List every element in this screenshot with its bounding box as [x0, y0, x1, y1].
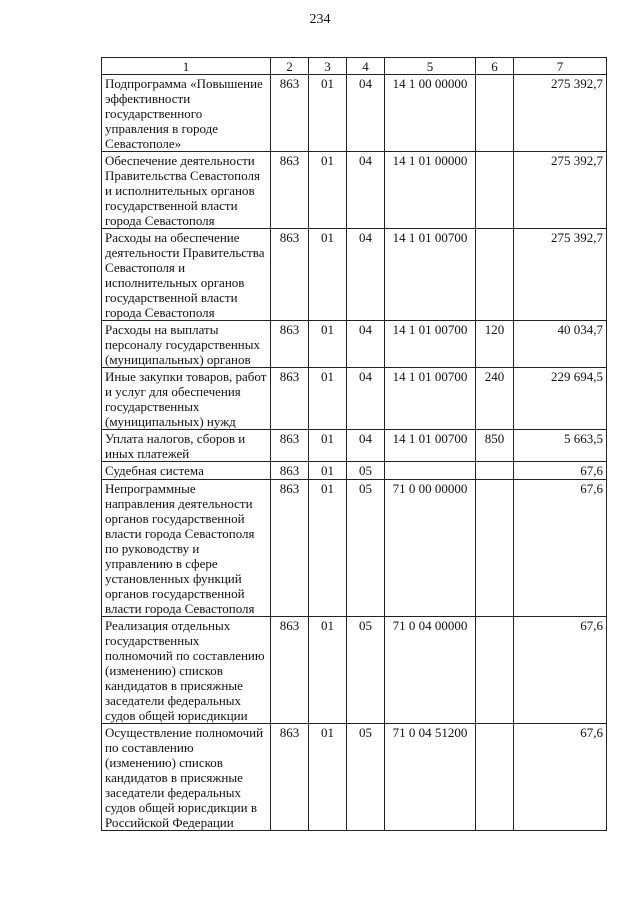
table-row — [102, 152, 607, 229]
table-row — [102, 368, 607, 430]
row-code-5: 71 0 04 00000 — [385, 617, 476, 724]
table-row — [102, 229, 607, 321]
budget-table — [101, 57, 607, 831]
row-code-3: 01 — [309, 75, 347, 152]
column-header: 3 — [309, 58, 347, 75]
row-code-5: 71 0 00 00000 — [385, 480, 476, 617]
column-header: 4 — [347, 58, 385, 75]
row-code-2: 863 — [271, 152, 309, 229]
table-row — [102, 430, 607, 462]
row-code-2: 863 — [271, 321, 309, 368]
row-code-4: 04 — [347, 321, 385, 368]
column-header: 2 — [271, 58, 309, 75]
column-header: 6 — [476, 58, 514, 75]
row-code-4: 04 — [347, 75, 385, 152]
row-code-6: 240 — [476, 368, 514, 430]
row-code-2: 863 — [271, 75, 309, 152]
row-code-2: 863 — [271, 480, 309, 617]
row-amount: 67,6 — [514, 462, 607, 480]
row-code-5: 14 1 01 00700 — [385, 321, 476, 368]
row-code-6 — [476, 229, 514, 321]
row-amount: 40 034,7 — [514, 321, 607, 368]
table-row — [102, 724, 607, 831]
column-header: 5 — [385, 58, 476, 75]
column-header: 1 — [102, 58, 271, 75]
row-name: Реализация отдельных государственных полномочий по составлению (изменению) списков кандидатов в присяжные заседатели федеральных судов общей юрисдикции — [102, 617, 271, 724]
row-code-2: 863 — [271, 229, 309, 321]
row-code-2: 863 — [271, 430, 309, 462]
row-code-2: 863 — [271, 617, 309, 724]
row-code-4: 04 — [347, 368, 385, 430]
row-code-3: 01 — [309, 430, 347, 462]
row-name: Расходы на обеспечение деятельности Правительства Севастополя и исполнительных органов государственной власти города Севастополя — [102, 229, 271, 321]
row-name: Осуществление полномочий по составлению (изменению) списков кандидатов в присяжные заседатели федеральных судов общей юрисдикции в Российской Федерации — [102, 724, 271, 831]
row-code-6 — [476, 617, 514, 724]
row-code-4: 05 — [347, 462, 385, 480]
row-code-5: 14 1 01 00700 — [385, 430, 476, 462]
row-code-4: 05 — [347, 617, 385, 724]
header-row — [102, 58, 607, 75]
row-amount: 67,6 — [514, 724, 607, 831]
row-amount: 5 663,5 — [514, 430, 607, 462]
row-code-3: 01 — [309, 724, 347, 831]
row-code-4: 05 — [347, 480, 385, 617]
row-code-5 — [385, 462, 476, 480]
table-row — [102, 462, 607, 480]
row-code-5: 71 0 04 51200 — [385, 724, 476, 831]
row-amount: 275 392,7 — [514, 229, 607, 321]
table-row — [102, 480, 607, 617]
row-code-3: 01 — [309, 368, 347, 430]
row-code-2: 863 — [271, 724, 309, 831]
row-code-3: 01 — [309, 480, 347, 617]
row-amount: 229 694,5 — [514, 368, 607, 430]
row-code-5: 14 1 00 00000 — [385, 75, 476, 152]
row-name: Уплата налогов, сборов и иных платежей — [102, 430, 271, 462]
row-code-5: 14 1 01 00700 — [385, 229, 476, 321]
row-name: Иные закупки товаров, работ и услуг для обеспечения государственных (муниципальных) нужд — [102, 368, 271, 430]
row-name: Судебная система — [102, 462, 271, 480]
row-code-2: 863 — [271, 462, 309, 480]
row-amount: 275 392,7 — [514, 152, 607, 229]
row-code-3: 01 — [309, 229, 347, 321]
row-code-6 — [476, 152, 514, 229]
row-code-5: 14 1 01 00700 — [385, 368, 476, 430]
table-row — [102, 617, 607, 724]
row-code-3: 01 — [309, 321, 347, 368]
row-code-6: 120 — [476, 321, 514, 368]
page-number: 234 — [309, 12, 331, 27]
table-row — [102, 75, 607, 152]
row-code-6 — [476, 75, 514, 152]
row-code-4: 04 — [347, 152, 385, 229]
row-code-3: 01 — [309, 462, 347, 480]
row-code-6 — [476, 462, 514, 480]
row-amount: 67,6 — [514, 617, 607, 724]
row-name: Подпрограмма «Повышение эффективности государственного управления в городе Севастополе» — [102, 75, 271, 152]
row-code-6 — [476, 480, 514, 617]
row-code-3: 01 — [309, 152, 347, 229]
row-code-4: 05 — [347, 724, 385, 831]
row-code-5: 14 1 01 00000 — [385, 152, 476, 229]
row-amount: 67,6 — [514, 480, 607, 617]
row-code-6: 850 — [476, 430, 514, 462]
row-code-4: 04 — [347, 229, 385, 321]
row-code-4: 04 — [347, 430, 385, 462]
row-code-6 — [476, 724, 514, 831]
row-code-2: 863 — [271, 368, 309, 430]
row-code-3: 01 — [309, 617, 347, 724]
row-name: Непрограммные направления деятельности органов государственной власти города Севастополя по руководству и управлению в сфере установленных функций органов государственной власти города Севастополя — [102, 480, 271, 617]
row-name: Расходы на выплаты персоналу государственных (муниципальных) органов — [102, 321, 271, 368]
row-amount: 275 392,7 — [514, 75, 607, 152]
table-row — [102, 321, 607, 368]
column-header: 7 — [514, 58, 607, 75]
row-name: Обеспечение деятельности Правительства Севастополя и исполнительных органов государственной власти города Севастополя — [102, 152, 271, 229]
